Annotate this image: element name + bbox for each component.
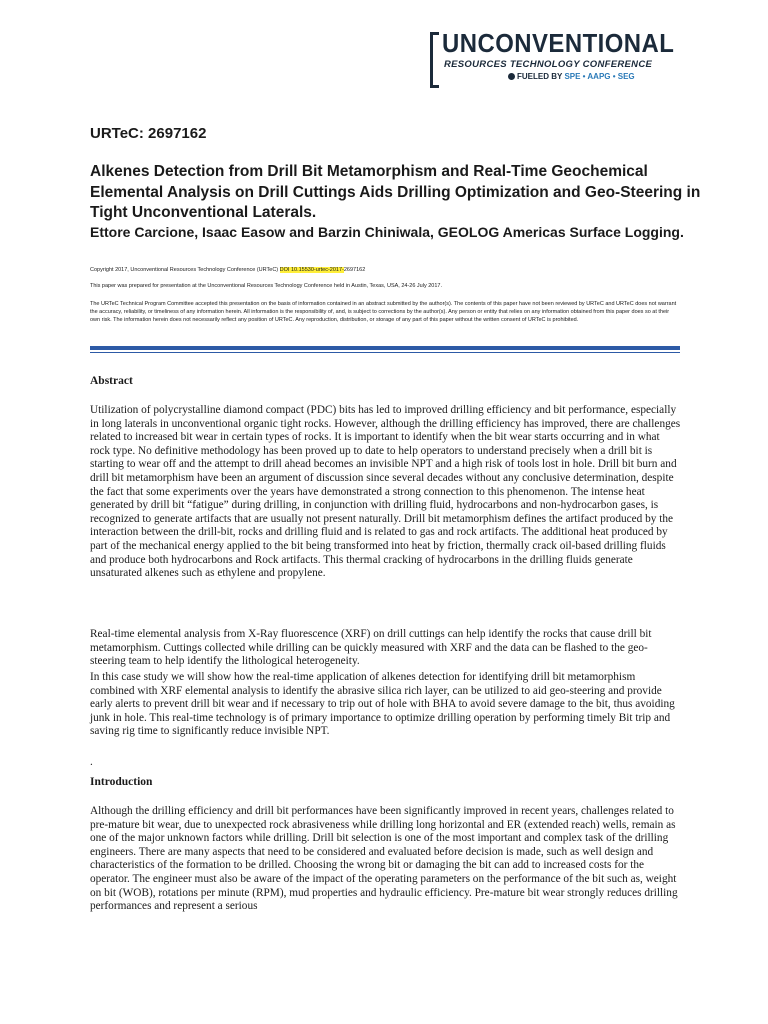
header-rule [90,346,680,350]
doi-suffix: 2697162 [343,267,366,273]
abstract-heading: Abstract [90,375,133,387]
logo-subtitle: RESOURCES TECHNOLOGY CONFERENCE [444,59,653,70]
logo-word: UNCONVENTIONAL [442,28,675,58]
logo-fueled-by [508,72,635,81]
paper-title: Alkenes Detection from Drill Bit Metamorphism and Real-Time Geochemical Elemental Analysis on Drill Cuttings Aids Drilling Optimization and Geo-Steering in Tight Unconventional Laterals. [90,163,701,221]
conference-logo [430,26,675,88]
disclaimer: The URTeC Technical Program Committee accepted this presentation on the basis of information contained in an abstract submitted by the author(s). The contents of this paper have not been reviewed by URTeC and URTeC does not warrant the accuracy, reliability, or timeliness of any information herein. All information is the responsibility of, and, is subject to corrections by the author(s). Any person or entity that relies on any information obtained from this paper does so at their own risk. The information herein does not necessarily reflect any position of URTeC. Any reproduction, distribution, or storage of any part of this paper without the written consent of URTeC is prohibited. [90,301,677,323]
paper-id: URTeC: 2697162 [90,125,207,142]
abstract-paragraph-3: In this case study we will show how the real-time application of alkenes detection for identifying drill bit metamorphism combined with XRF elemental analysis to identify the abrasive silica rich layer, can be utilized to aid geo-steering and provide early alerts to prevent drill bit wear and if necessary to trip out of hole with BHA to avoid severe damage to the bit, thus avoiding junk in hole. This real-time technology is of primary importance to optimize drilling operation by performing timely Bit trip and saving rig time to significantly reduce invisible NPT. [90,671,675,738]
abstract-paragraph-1: Utilization of polycrystalline diamond compact (PDC) bits has led to improved drilling efficiency and bit performance, especially in long laterals in unconventional organic tight rocks. However, although the drilling efficiency has improved, there are challenges related to increased bit wear in certain types of rocks. It is important to identify when the bit wear starts occurring and in what rock type. No definitive methodology has been proved up to date to help operators to understand precisely when a drill bit is starting to wear off and the attempt to drill ahead becomes an invisible NPT and a high risk of tools lost in hole. Drill bit burn and drill bit metamorphism have been an argument of discussion since several decades without any conclusive determination, despite the fact that some experiments over the years have demonstrated a strong connection to this phenomenon. The intense heat generated by drill bit “fatigue” during drilling, in conjunction with drilling fluid, hydrocarbons and non-hydrocarbon gases, is recognized to generate artifacts that are usually not present naturally. Drill bit metamorphism defines the artifact produced by the interaction between the drill-bit, rocks and drilling fluid and is related to gas and rock artifacts. The additional heat produced by part of the mechanical energy applied to the bit being transformed into heat by friction, thermally crack oil-based drilling fluids and produce both hydrocarbons and Rock artifacts. This thermal cracking of hydrocarbons in the drilling fluids generate unsaturated alkenes such as ethylene and propylene. [90,404,681,580]
introduction-heading: Introduction [90,776,153,788]
logo-bracket [430,32,439,88]
sponsor-brands: SPE • AAPG • SEG [564,72,635,81]
paper-authors: Ettore Carcione, Isaac Easow and Barzin Chiniwala, GEOLOG Americas Surface Logging. [90,224,684,240]
copyright-line [90,266,680,274]
fueled-by-label: FUELED BY [517,72,563,81]
prepared-note: This paper was prepared for presentation at the Unconventional Resources Technology Conference held in Austin, Texas, USA, 24-26 July 2017. [90,283,443,289]
copyright-text: Copyright 2017, Unconventional Resources Technology Conference (URTeC) [90,267,279,273]
abstract-paragraph-4: . [90,756,93,768]
header-rule-thin [90,352,680,353]
drop-icon [508,73,515,80]
introduction-paragraph-1: Although the drilling efficiency and drill bit performances have been significantly improved in recent years, challenges related to pre-mature bit wear, due to unexpected rock abrasiveness while drilling long horizontal and ER (extended reach) wells, remain as one of the major unknown factors while drilling. Drill bit selection is one of the most important and complex task of the drilling engineers. There are many aspects that need to be considered and evaluated before decision is made, such as well design and characteristics of the formation to be drilled. Choosing the wrong bit or damaging the bit can add to increased costs for the operator. The engineer must also be aware of the impact of the operating parameters on the performance of the bit such as, weight on bit (WOB), rotations per minute (RPM), mud properties and hydraulic efficiency. Pre-mature bit wear strongly reduces drilling performances and represent a serious [90,805,678,913]
abstract-paragraph-2: Real-time elemental analysis from X-Ray fluorescence (XRF) on drill cuttings can help identify the rocks that cause drill bit metamorphism. Cuttings collected while drilling can be quickly measured with XRF and the data can be flashed to the geo-steering team to help identify the lithological heterogeneity. [90,628,652,668]
doi-highlight: DOI 10.15530-urtec-2017- [279,267,344,273]
